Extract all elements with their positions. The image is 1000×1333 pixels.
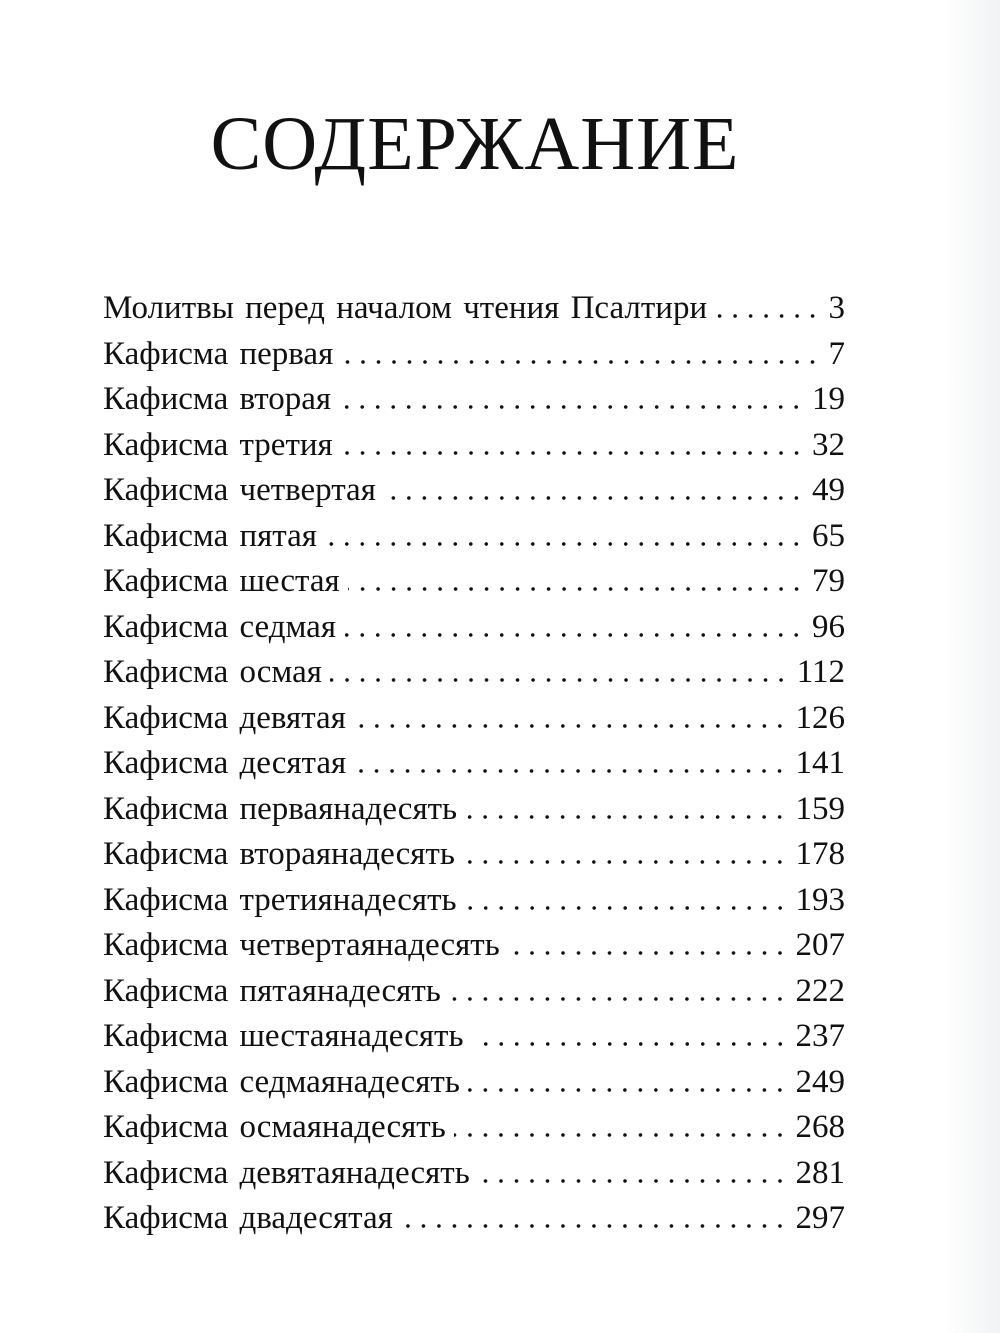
toc-entry <box>103 1151 845 1197</box>
toc-entry-label: Кафисма третия <box>103 426 333 463</box>
toc-entry-label: Молитвы перед началом чтения Псалтири <box>103 290 708 326</box>
toc-entry <box>103 332 845 378</box>
toc-dot-leader <box>508 951 788 955</box>
toc-entry-page-number: 207 <box>795 927 845 963</box>
toc-entry-label: Кафисма десятая <box>103 745 347 781</box>
table-of-contents <box>103 286 845 1242</box>
toc-entry-page-number: 281 <box>795 1154 845 1191</box>
toc-entry-page-number: 112 <box>796 654 845 690</box>
toc-entry-label: Кафисма перваянадесять <box>103 790 458 827</box>
toc-entry <box>103 878 845 924</box>
toc-entry-label: Кафисма первая <box>103 335 334 372</box>
toc-dot-leader <box>454 1133 788 1137</box>
toc-dot-leader <box>384 496 804 500</box>
toc-entry <box>103 1196 845 1242</box>
toc-entry-label: Кафисма четвертая <box>103 472 376 508</box>
toc-entry-label: Кафисма осмаянадесять <box>103 1109 446 1145</box>
toc-entry <box>103 741 845 787</box>
toc-entry-label: Кафисма седмая <box>103 608 337 645</box>
toc-entry-label: Кафисма седмаянадесять <box>103 1063 460 1100</box>
toc-entry-page-number: 7 <box>828 335 845 372</box>
toc-dot-leader <box>354 769 787 773</box>
toc-dot-leader <box>325 542 804 546</box>
toc-dot-leader <box>344 633 804 637</box>
toc-entry-page-number: 159 <box>795 790 845 827</box>
toc-dot-leader <box>348 587 804 591</box>
toc-dot-leader <box>339 405 804 409</box>
toc-entry <box>103 650 845 696</box>
toc-entry-label: Кафисма втораянадесять <box>103 836 455 872</box>
toc-dot-leader <box>468 1088 788 1092</box>
toc-dot-leader <box>463 860 788 864</box>
toc-entry-page-number: 79 <box>812 563 845 599</box>
page-edge-shadow <box>945 0 1000 1333</box>
toc-entry-page-number: 222 <box>795 972 845 1009</box>
toc-dot-leader <box>341 451 804 455</box>
toc-entry-page-number: 32 <box>812 426 845 463</box>
toc-entry-page-number: 268 <box>795 1109 845 1145</box>
toc-entry <box>103 1014 845 1060</box>
toc-dot-leader <box>472 1042 788 1046</box>
toc-entry-label: Кафисма шестая <box>103 563 340 599</box>
toc-entry <box>103 1105 845 1151</box>
toc-entry <box>103 696 845 742</box>
toc-entry <box>103 559 845 605</box>
toc-entry-page-number: 3 <box>828 290 845 326</box>
toc-entry-page-number: 96 <box>812 608 845 645</box>
toc-entry-label: Кафисма пятаянадесять <box>103 972 441 1009</box>
toc-dot-leader <box>465 815 787 819</box>
toc-entry-page-number: 193 <box>795 881 845 918</box>
toc-dot-leader <box>465 906 788 910</box>
page-title: СОДЕРЖАНИЕ <box>210 102 740 186</box>
toc-entry <box>103 286 845 332</box>
toc-entry-label: Кафисма девятаянадесять <box>103 1154 470 1191</box>
toc-dot-leader <box>330 678 789 682</box>
toc-entry-label: Кафисма двадесятая <box>103 1200 393 1236</box>
toc-entry-page-number: 237 <box>795 1018 845 1054</box>
toc-dot-leader <box>354 724 788 728</box>
toc-entry-label: Кафисма шестаянадесять <box>103 1018 464 1054</box>
toc-entry <box>103 514 845 560</box>
toc-entry <box>103 1060 845 1106</box>
toc-entry <box>103 832 845 878</box>
toc-dot-leader <box>449 997 788 1001</box>
toc-dot-leader <box>401 1224 788 1228</box>
toc-entry <box>103 377 845 423</box>
toc-entry-page-number: 141 <box>795 745 845 781</box>
toc-entry-page-number: 19 <box>812 381 845 417</box>
toc-dot-leader <box>478 1179 788 1183</box>
toc-entry-page-number: 178 <box>795 836 845 872</box>
toc-entry-page-number: 126 <box>795 699 845 736</box>
toc-entry-label: Кафисма осмая <box>103 654 322 690</box>
toc-entry <box>103 468 845 514</box>
toc-entry <box>103 923 845 969</box>
toc-entry-label: Кафисма третиянадесять <box>103 881 457 918</box>
toc-entry-page-number: 65 <box>812 517 845 554</box>
toc-entry-page-number: 49 <box>812 472 845 508</box>
toc-entry-page-number: 249 <box>795 1063 845 1100</box>
toc-entry-page-number: 297 <box>795 1200 845 1236</box>
toc-entry <box>103 787 845 833</box>
toc-entry <box>103 605 845 651</box>
toc-entry-label: Кафисма вторая <box>103 381 332 417</box>
toc-dot-leader <box>341 360 820 364</box>
toc-entry-label: Кафисма девятая <box>103 699 346 736</box>
toc-dot-leader <box>715 314 820 318</box>
toc-entry <box>103 423 845 469</box>
toc-entry <box>103 969 845 1015</box>
toc-entry-label: Кафисма четвертаянадесять <box>103 927 500 963</box>
toc-entry-label: Кафисма пятая <box>103 517 317 554</box>
